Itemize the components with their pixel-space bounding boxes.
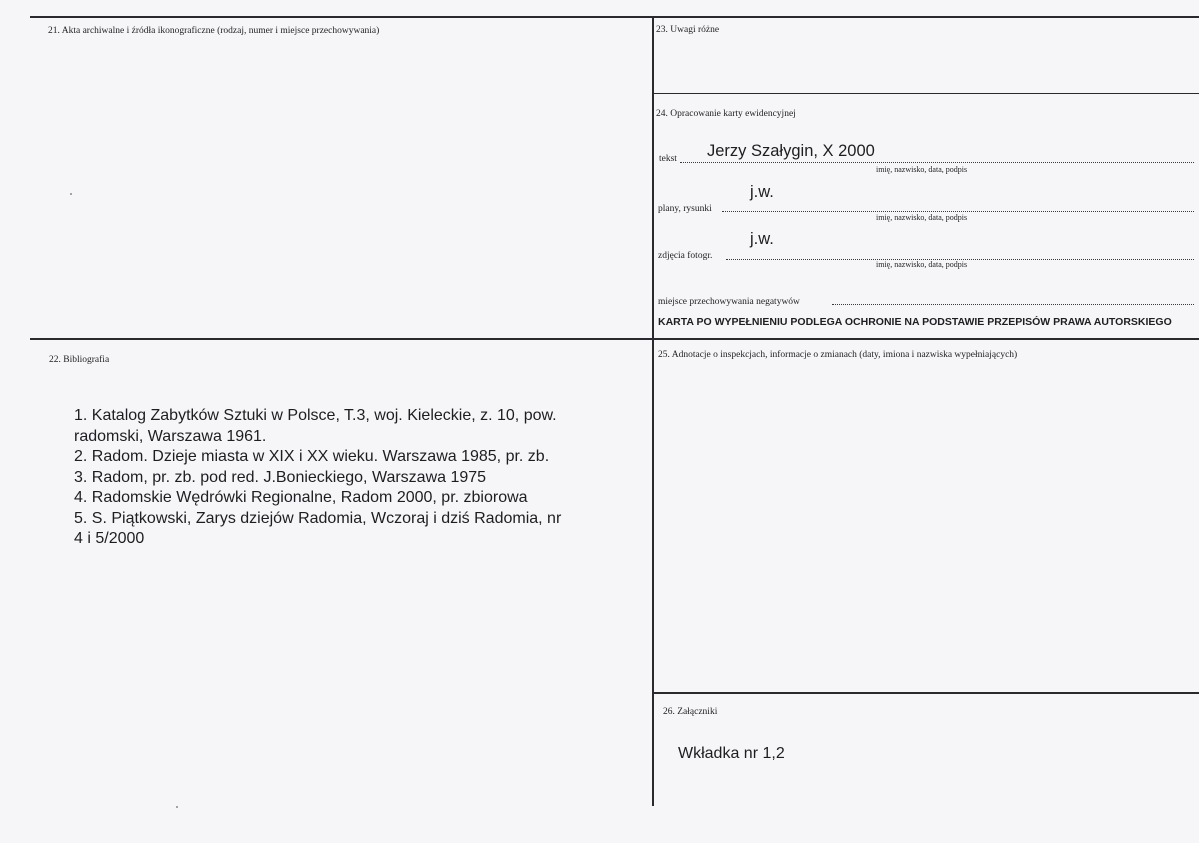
center-vertical-line (652, 16, 654, 806)
section-23-title: 23. Uwagi różne (656, 25, 720, 35)
paper-speck (70, 193, 72, 195)
attachments-value: Wkładka nr 1,2 (678, 745, 785, 762)
bibliography-line: 5. S. Piątkowski, Zarys dziejów Radomia, Wczoraj i dziś Radomia, nr (74, 509, 562, 527)
section-25-title: 25. Adnotacje o inspekcjach, informacje o zmianach (daty, imiona i nazwiska wypełniających) (658, 350, 1018, 360)
section-24-title: 24. Opracowanie karty ewidencyjnej (656, 109, 796, 119)
zdjecia-label: zdjęcia fotogr. (658, 251, 713, 261)
bibliography-line: 4 i 5/2000 (74, 530, 145, 547)
copyright-notice: KARTA PO WYPEŁNIENIU PODLEGA OCHRONIE NA PODSTAWIE PRZEPISÓW PRAWA AUTORSKIEGO (658, 316, 1172, 328)
tekst-value: Jerzy Szałygin, X 2000 (707, 142, 875, 160)
section-22-title: 22. Bibliografia (49, 355, 110, 365)
bibliography-line: 4. Radomskie Wędrówki Regionalne, Radom 2000, pr. zbiorowa (74, 489, 528, 506)
bibliography-line: radomski, Warszawa 1961. (74, 427, 267, 445)
plany-label: plany, rysunki (658, 204, 712, 214)
bibliography-line: 3. Radom, pr. zb. pod red. J.Bonieckiego, Warszawa 1975 (74, 468, 487, 486)
section-21-title: 21. Akta archiwalne i źródła ikonograficzne (rodzaj, numer i miejsce przechowywania) (48, 26, 380, 36)
section-26-title: 26. Załączniki (663, 707, 718, 717)
plany-value: j.w. (750, 183, 774, 201)
bibliography-line: 1. Katalog Zabytków Sztuki w Polsce, T.3, woj. Kieleckie, z. 10, pow. (74, 407, 557, 424)
top-border-line (30, 16, 1199, 18)
zdjecia-value: j.w. (750, 230, 774, 248)
tekst-caption: imię, nazwisko, data, podpis (876, 165, 968, 174)
bibliography-line: 2. Radom. Dzieje miasta w XIX i XX wieku. Warszawa 1985, pr. zb. (74, 448, 550, 465)
s23-s24-divider (652, 93, 1199, 94)
tekst-label: tekst (659, 154, 677, 164)
middle-divider-line (30, 338, 1199, 340)
zdjecia-caption: imię, nazwisko, data, podpis (876, 260, 968, 269)
bibliography-list (74, 406, 614, 550)
plany-caption: imię, nazwisko, data, podpis (876, 213, 968, 222)
plany-dotted-line (722, 211, 1194, 212)
paper-speck (176, 806, 178, 808)
negatywy-dotted-line (832, 304, 1194, 305)
s25-s26-divider (652, 692, 1199, 694)
negatywy-label: miejsce przechowywania negatywów (658, 297, 800, 307)
tekst-dotted-line (680, 162, 1194, 163)
